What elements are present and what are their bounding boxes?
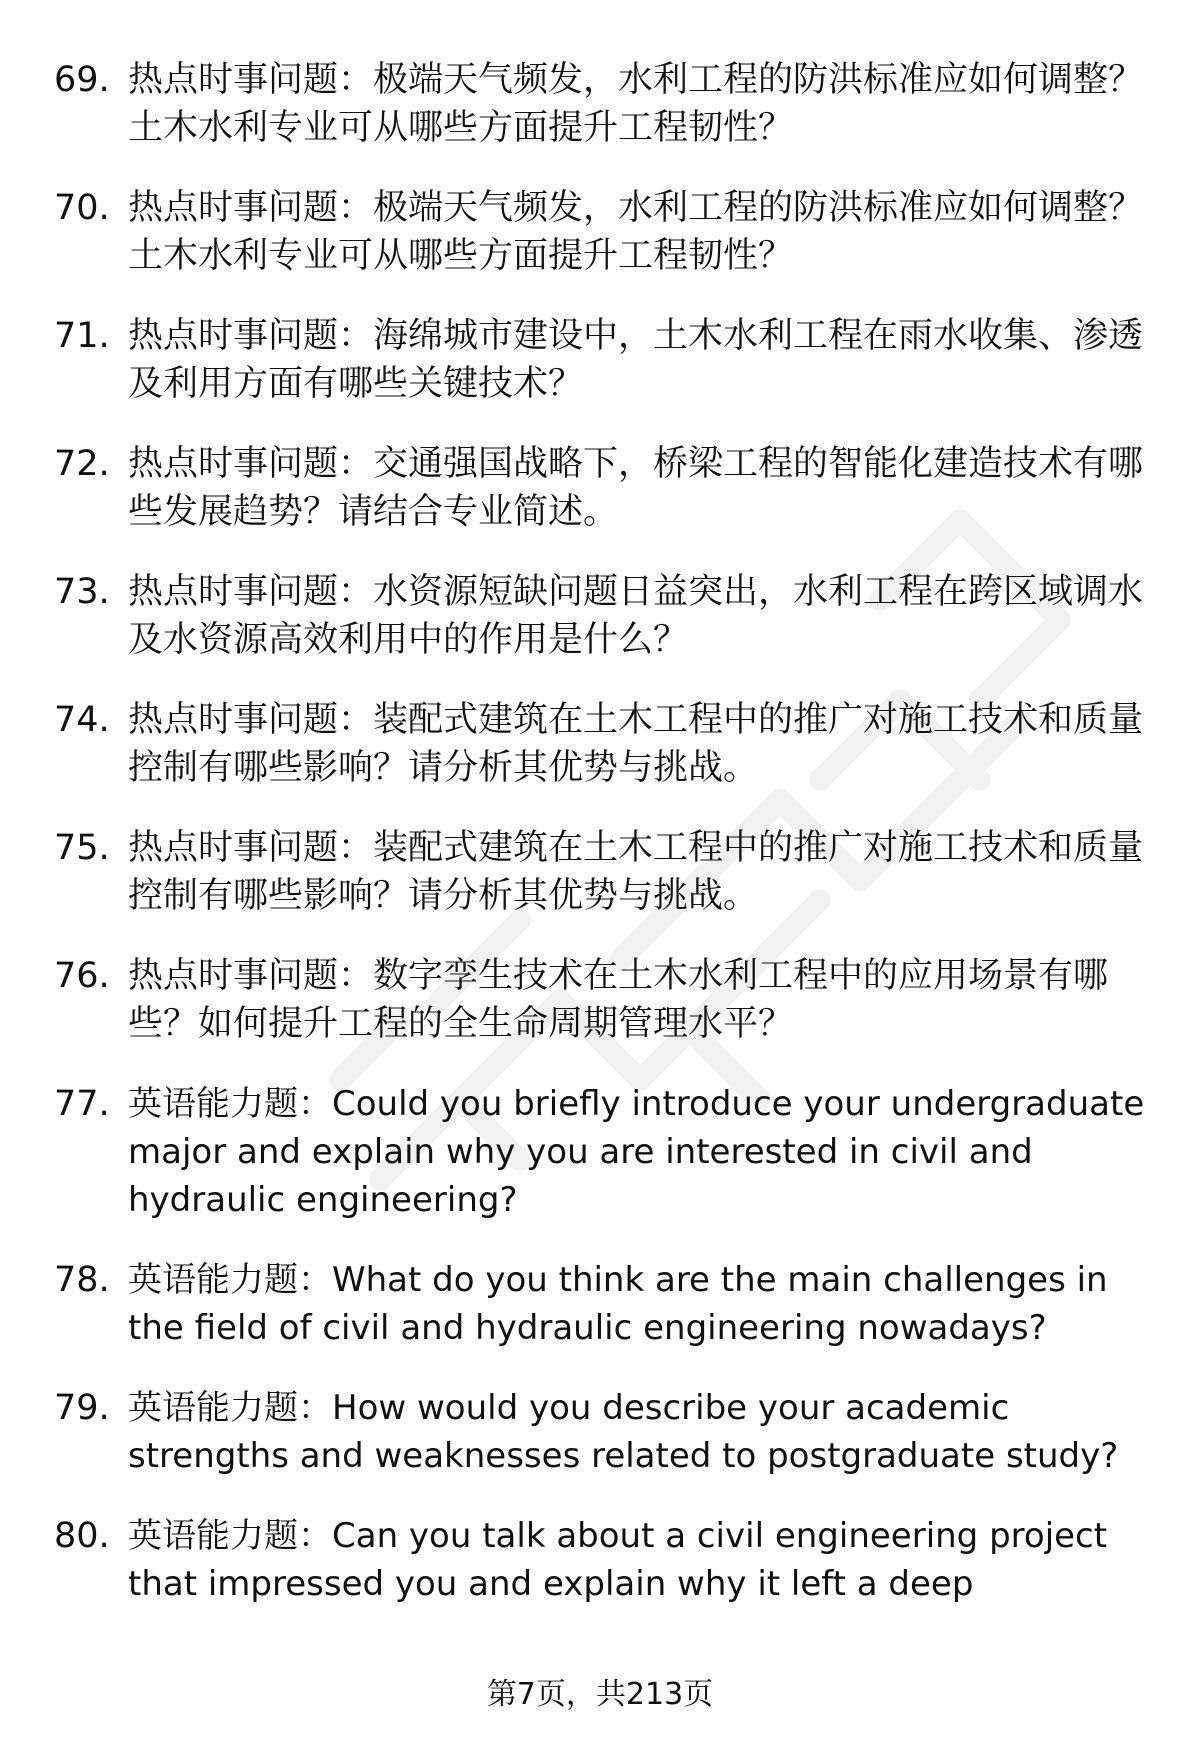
- list-item: [0, 56, 1200, 152]
- question-number: 69.: [54, 60, 110, 100]
- list-item: [0, 696, 1200, 792]
- question-number: 72.: [54, 444, 110, 484]
- question-text: 热点时事问题：水资源短缺问题日益突出，水利工程在跨区域调水及水资源高效利用中的作用是什么？: [128, 572, 1144, 660]
- list-item: [0, 440, 1200, 536]
- question-text: 英语能力题：Could you briefly introduce your undergraduate major and explain why you are interested in civil and hydraulic engineering?: [128, 1084, 1145, 1220]
- question-text: 热点时事问题：极端天气频发，水利工程的防洪标准应如何调整？土木水利专业可从哪些方面提升工程韧性？: [128, 60, 1144, 148]
- question-number: 76.: [54, 956, 110, 996]
- question-number: 78.: [54, 1260, 110, 1300]
- list-item: [0, 1080, 1200, 1224]
- question-number: 74.: [54, 700, 110, 740]
- list-item: [0, 1256, 1200, 1352]
- list-item: [0, 184, 1200, 280]
- question-number: 73.: [54, 572, 110, 612]
- list-item: [0, 568, 1200, 664]
- question-text: 热点时事问题：极端天气频发，水利工程的防洪标准应如何调整？土木水利专业可从哪些方面提升工程韧性？: [128, 188, 1144, 276]
- list-item: [0, 312, 1200, 408]
- question-number: 79.: [54, 1388, 110, 1428]
- question-text: 英语能力题：What do you think are the main challenges in the field of civil and hydraulic engineering nowadays?: [128, 1260, 1108, 1348]
- question-text: 热点时事问题：交通强国战略下，桥梁工程的智能化建造技术有哪些发展趋势？请结合专业简述。: [128, 444, 1144, 532]
- question-number: 77.: [54, 1084, 110, 1124]
- question-number: 71.: [54, 316, 110, 356]
- question-number: 80.: [54, 1516, 110, 1556]
- question-text: 英语能力题：How would you describe your academic strengths and weaknesses related to postgraduate study?: [128, 1388, 1119, 1476]
- question-text: 热点时事问题：数字孪生技术在土木水利工程中的应用场景有哪些？如何提升工程的全生命周期管理水平？: [128, 956, 1109, 1044]
- question-number: 75.: [54, 828, 110, 868]
- question-text: 热点时事问题：海绵城市建设中，土木水利工程在雨水收集、渗透及利用方面有哪些关键技术？: [128, 316, 1144, 404]
- list-item: [0, 824, 1200, 920]
- question-text: 热点时事问题：装配式建筑在土木工程中的推广对施工技术和质量控制有哪些影响？请分析其优势与挑战。: [128, 828, 1144, 916]
- list-item: [0, 1512, 1200, 1608]
- list-item: [0, 1384, 1200, 1480]
- question-number: 70.: [54, 188, 110, 228]
- question-list: [0, 56, 1200, 1640]
- question-text: 英语能力题：Can you talk about a civil engineering project that impressed you and explain why it left a deep: [128, 1516, 1108, 1604]
- page-footer: 第7页，共213页: [486, 1677, 714, 1712]
- list-item: [0, 952, 1200, 1048]
- question-text: 热点时事问题：装配式建筑在土木工程中的推广对施工技术和质量控制有哪些影响？请分析其优势与挑战。: [128, 700, 1144, 788]
